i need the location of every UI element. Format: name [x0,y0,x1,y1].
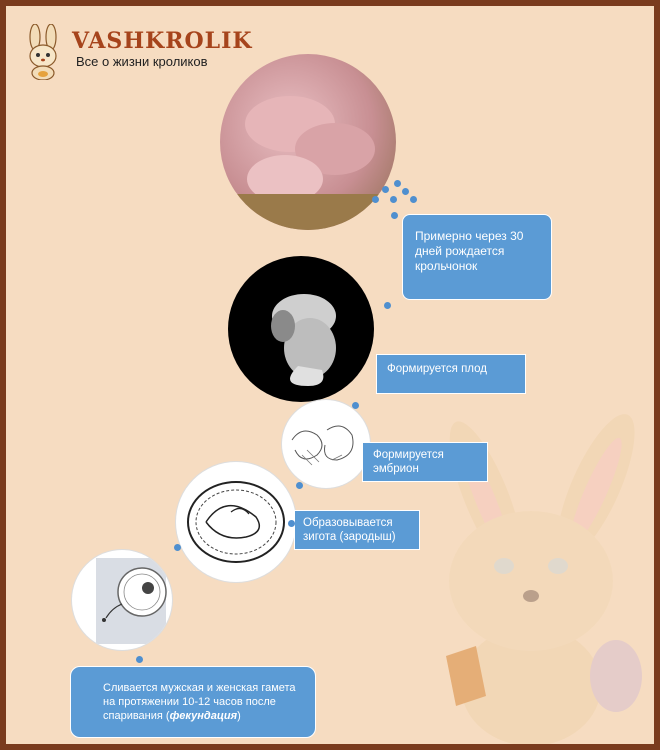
zygote-drawing [176,462,296,582]
connector-dot [296,482,303,489]
connector-dot [382,186,389,193]
brand-title[interactable]: VASHKROLIK [72,28,253,54]
embryo-drawing [282,400,370,488]
connector-dot [174,544,181,551]
connector-dot [410,196,417,203]
step-5-term: фекундация [169,710,238,722]
connector-dot [384,302,391,309]
infographic-canvas [6,6,654,744]
step-4-caption: Образовывается зигота (зародыш) [294,510,420,550]
connector-dot [372,196,379,203]
connector-dot [288,520,295,527]
step-2-caption: Формируется плод [376,354,526,394]
connector-dot [390,196,397,203]
rabbit-logo-icon [20,24,66,80]
connector-dot [352,402,359,409]
gamete-fusion-drawing [72,550,172,650]
connector-dot [391,212,398,219]
connector-dot [136,656,143,663]
brand-tagline: Все о жизни кроликов [76,54,208,69]
step-5-text: Сливается мужская и женская гамета на протяжении 10-12 часов после спаривания ( [103,682,296,722]
newborn-rabbits-photo [220,54,396,230]
step-5-text-end: ) [237,710,241,722]
step-1-caption: Примерно через 30 дней рождается крольчонок [402,214,552,300]
step-5-caption [70,666,316,738]
step-3-caption: Формируется эмбрион [362,442,488,482]
fetus-xray-photo [228,256,374,402]
connector-dot [402,188,409,195]
connector-dot [394,180,401,187]
